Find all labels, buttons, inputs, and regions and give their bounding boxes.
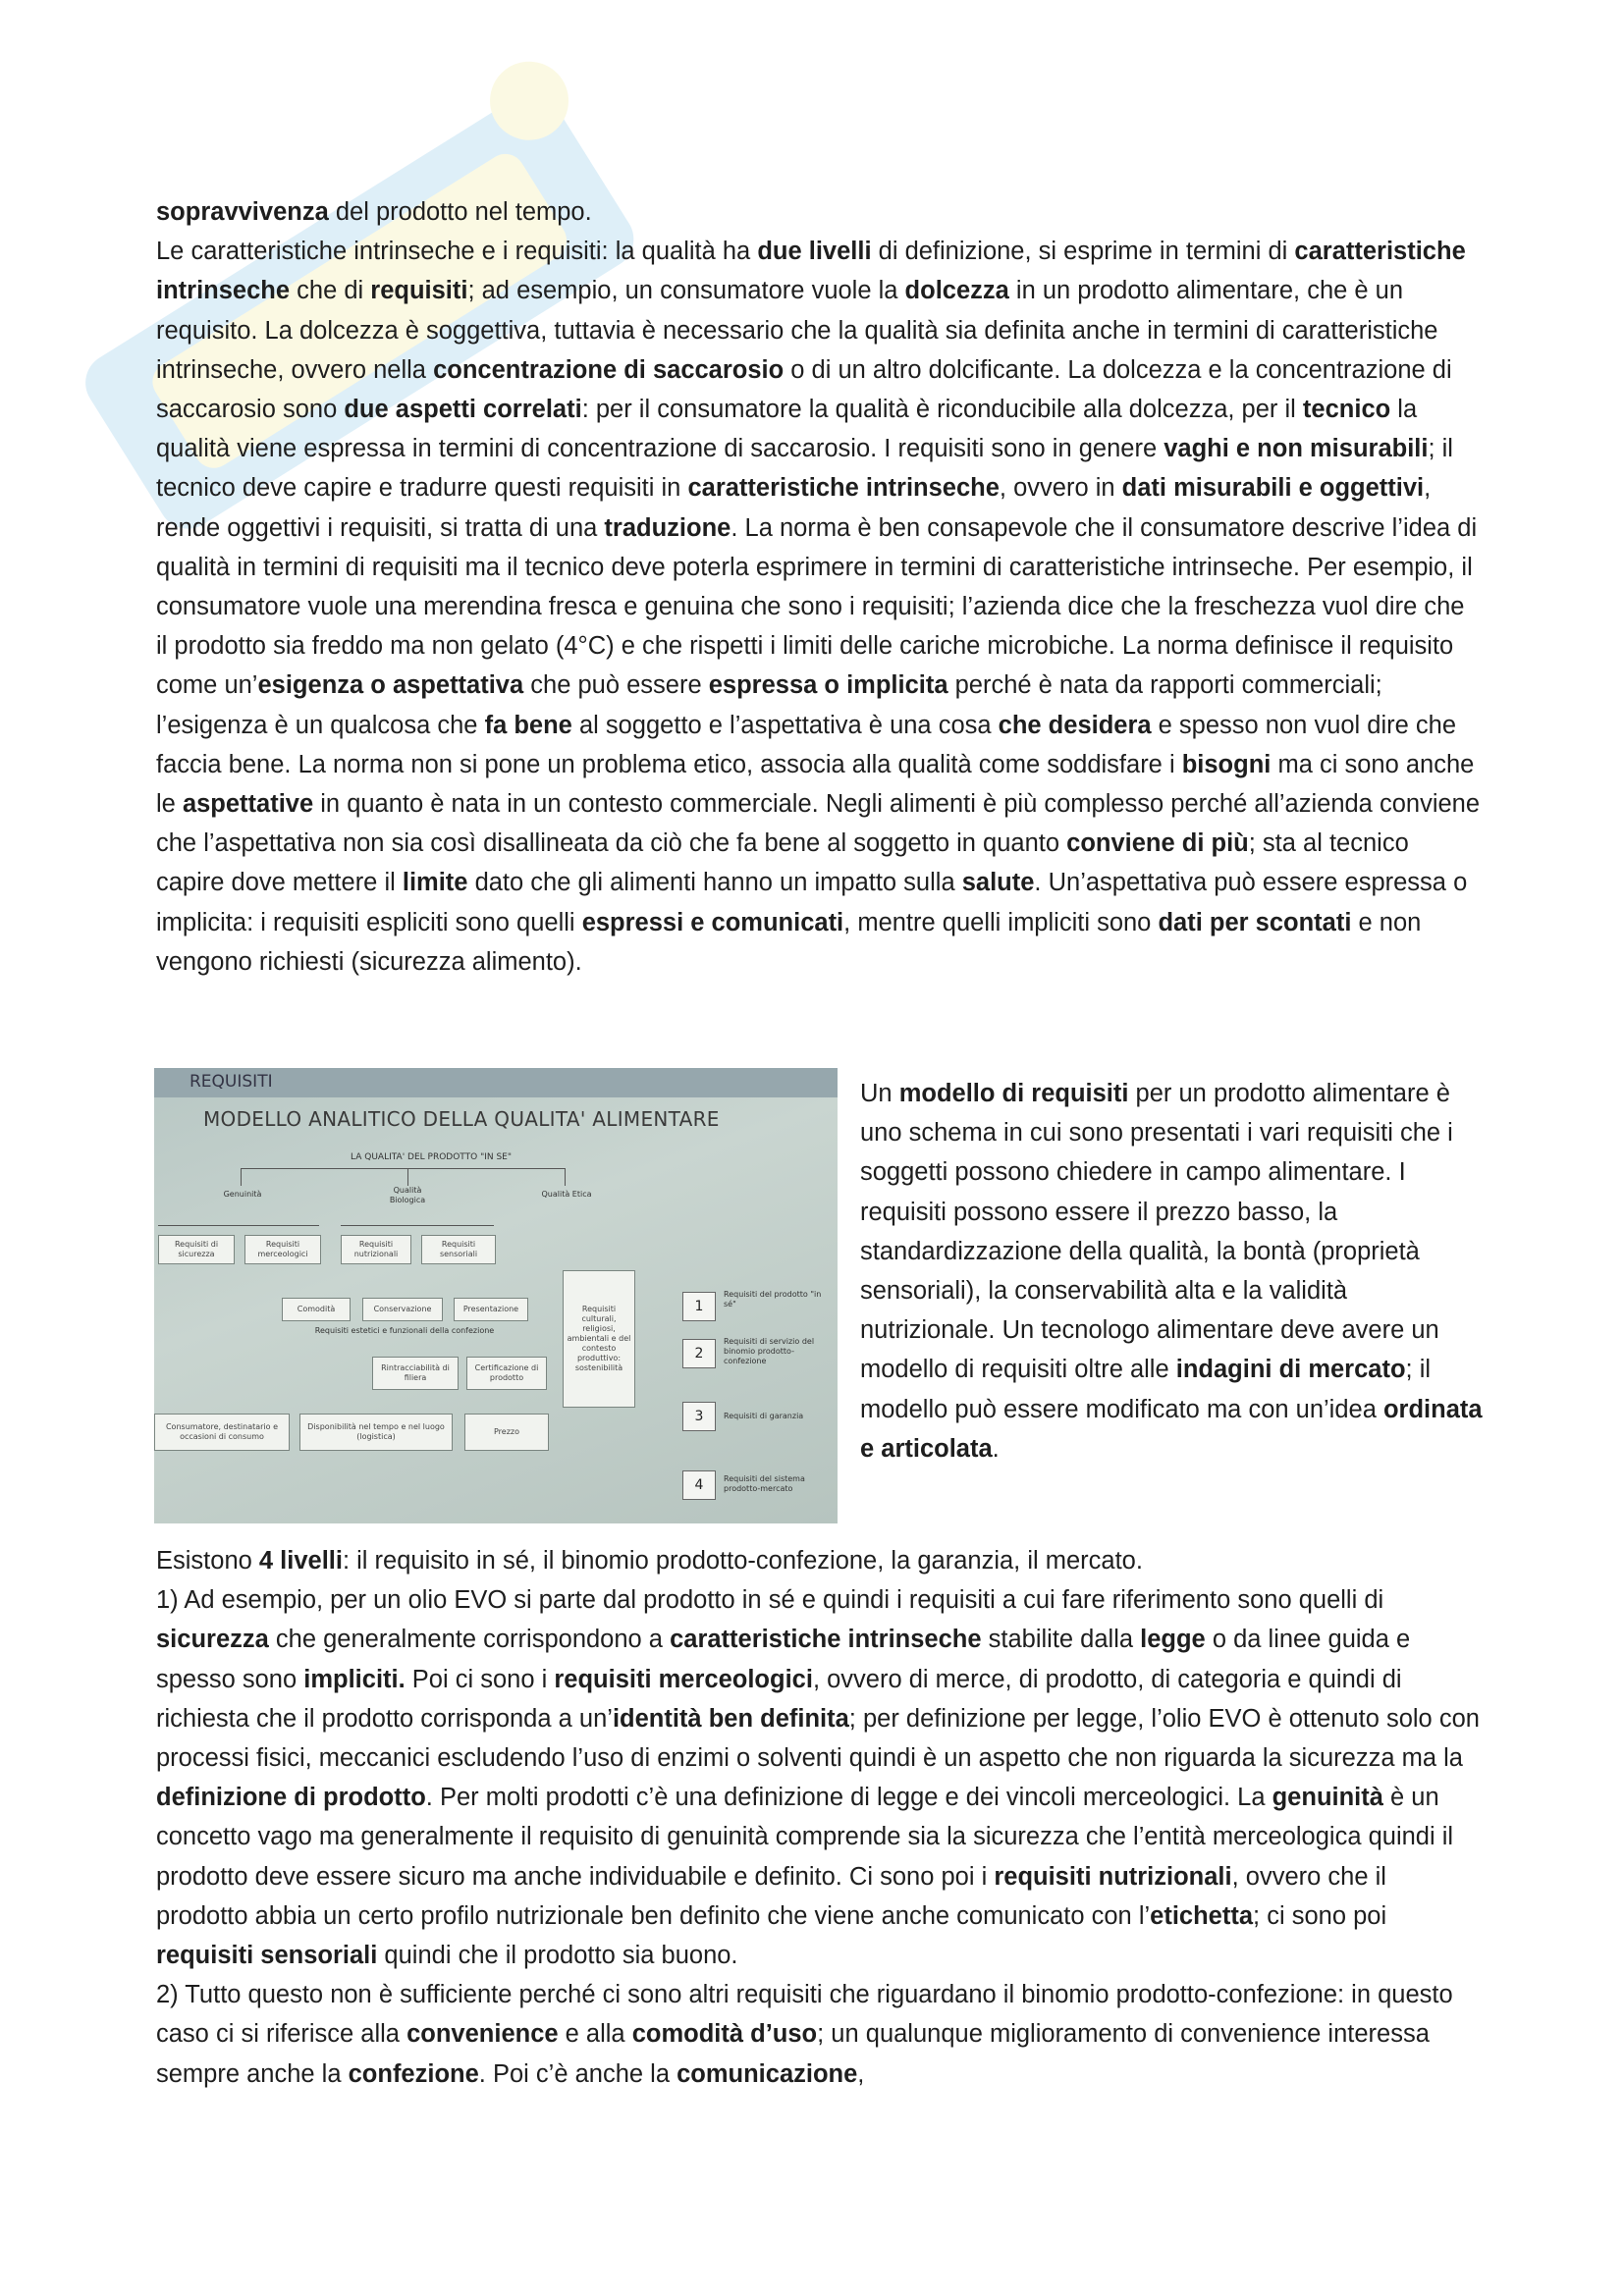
body-text: , ovvero che il prodotto abbia un certo profilo nutrizionale ben definito che viene anche comunicato con l’ (156, 1862, 1386, 1930)
body-text: di definizione, si esprime in termini di (871, 238, 1295, 266)
body-text: e alla (558, 2020, 632, 2049)
body-text: che di (290, 277, 371, 305)
bold-text: requisiti merceologici (554, 1665, 813, 1693)
body-text: la qualità viene espressa in termini di concentrazione di saccarosio. I requisiti sono in genere (156, 396, 1418, 463)
body-text: e spesso non vuol dire che faccia bene. La norma non si pone un problema etico, associa alla qualità come soddisfare i (156, 711, 1457, 778)
paragraph (156, 232, 1482, 982)
level-label: Requisiti del sistema prodotto-mercato (724, 1474, 805, 1493)
text-block-bottom (156, 1541, 1482, 2094)
body-text: che può essere (523, 671, 709, 700)
box-presentazione: Presentazione (454, 1298, 528, 1321)
body-text: ; ad esempio, un consumatore vuole la (467, 277, 905, 305)
body-text: ; ci sono poi (1253, 1901, 1387, 1930)
text-block-top (156, 192, 1482, 982)
level-label: Requisiti di servizio del binomio prodotto-confezione (724, 1337, 815, 1365)
paragraph (156, 1580, 1482, 1975)
body-text: dato che gli alimenti hanno un impatto sulla (467, 869, 962, 897)
body-text: : il requisito in sé, il binomio prodotto-confezione, la garanzia, il mercato. (342, 1547, 1143, 1575)
connector-line (341, 1225, 494, 1226)
bold-text: legge (1140, 1626, 1206, 1654)
paragraph (156, 1975, 1482, 2094)
box-consumatore: Consumatore, destinatario e occasioni di consumo (154, 1414, 290, 1451)
bold-text: esigenza o aspettativa (257, 671, 524, 700)
body-text: Poi ci sono i (405, 1665, 555, 1693)
body-text: ; sta al tecnico capire dove mettere il (156, 829, 1409, 897)
box-certificazione: Certificazione di prodotto (466, 1357, 547, 1390)
bold-text: due livelli (757, 238, 872, 266)
box-disponibilita: Disponibilità nel tempo e nel luogo (logistica) (299, 1414, 453, 1451)
body-text: 1) Ad esempio, per un olio EVO si parte dal prodotto in sé e quindi i requisiti a cui fare riferimento sono quelli di (156, 1586, 1384, 1615)
bold-text: caratteristiche intrinseche (670, 1626, 982, 1654)
level-number-box: 1 (682, 1292, 716, 1321)
bold-text: due aspetti correlati (344, 396, 582, 424)
bold-text: comunicazione (677, 2059, 858, 2088)
bold-text: traduzione (604, 513, 731, 542)
bold-text: requisiti (370, 277, 468, 305)
bold-text: dati misurabili e oggettivi (1121, 474, 1425, 503)
body-text: : per il consumatore la qualità è riconducibile alla dolcezza, per il (581, 396, 1303, 424)
body-text: Un (860, 1080, 899, 1107)
bold-text: ordinata e articolata (860, 1395, 1483, 1463)
level-number-box: 4 (682, 1470, 716, 1500)
bold-text: conviene di più (1066, 829, 1249, 858)
connector-line (565, 1168, 566, 1186)
connector-line (241, 1168, 242, 1186)
box-comodita: Comodità (282, 1298, 351, 1321)
box-requisiti-nutrizionali: Requisiti nutrizionali (341, 1235, 411, 1264)
level-number-box: 3 (682, 1402, 716, 1431)
figure-title: MODELLO ANALITICO DELLA QUALITA' ALIMENTARE (203, 1107, 720, 1131)
bold-text: impliciti. (303, 1665, 406, 1693)
body-text: Esistono (156, 1547, 259, 1575)
body-text: Le caratteristiche intrinseche e i requisiti: la qualità ha (156, 238, 758, 266)
bold-text: aspettative (182, 790, 314, 819)
body-text: . Un’aspettativa può essere espressa o implicita: i requisiti espliciti sono quelli (156, 869, 1468, 936)
bold-text: convenience (406, 2020, 559, 2049)
body-text: . Poi c’è anche la (478, 2059, 677, 2088)
body-text: ; il tecnico deve capire e tradurre questi requisiti in (156, 435, 1453, 503)
bold-text: sopravvivenza (156, 198, 329, 226)
body-text: al soggetto e l’aspettativa è una cosa (571, 711, 999, 739)
bold-text: etichetta (1150, 1901, 1254, 1930)
body-text: del prodotto nel tempo. (328, 198, 592, 226)
label-qualita-biologica: Qualità Biologica (389, 1186, 426, 1204)
bold-text: che desidera (998, 711, 1152, 739)
box-requisiti-sicurezza: Requisiti di sicurezza (158, 1235, 235, 1264)
box-requisiti-sensoriali: Requisiti sensoriali (421, 1235, 496, 1264)
box-requisiti-merceologici: Requisiti merceologici (244, 1235, 321, 1264)
body-text: in quanto è nata in un contesto commerciale. Negli alimenti è più complesso perché all’azienda conviene che l’aspettativa non sia così disallineata da ciò che fa bene al soggetto in quanto (156, 790, 1481, 858)
body-text: ma ci sono anche le (156, 750, 1475, 819)
body-text: , ovvero di merce, di prodotto, di categoria e quindi di richiesta che il prodotto corrisponda a un’ (156, 1665, 1402, 1733)
body-text: e non vengono richiesti (sicurezza alimento). (156, 908, 1422, 976)
text-block-side (860, 1074, 1489, 1468)
bold-text: 4 livelli (258, 1547, 343, 1575)
paragraph (156, 192, 1482, 232)
caption-confezione: Requisiti estetici e funzionali della confezione (314, 1326, 495, 1335)
box-conservazione: Conservazione (362, 1298, 443, 1321)
body-text: in un prodotto alimentare, che è un requisito. La dolcezza è soggettiva, tuttavia è necessario che la qualità sia definita anche in termini di caratteristiche intrinseche, ovvero nella (156, 277, 1438, 384)
bold-text: limite (402, 869, 468, 897)
body-text: ; il modello può essere modificato ma con un’idea (860, 1356, 1432, 1423)
bold-text: indagini di mercato (1175, 1356, 1406, 1384)
bold-text: modello di requisiti (898, 1080, 1129, 1107)
bold-text: espressi e comunicati (581, 908, 844, 936)
box-requisiti-etici: Requisiti culturali, religiosi, ambientali e del contesto produttivo: sostenibilità (563, 1270, 635, 1408)
level-label: Requisiti di garanzia (724, 1412, 804, 1420)
body-text: , mentre quelli impliciti sono (843, 908, 1159, 936)
body-text: , rende oggettivi i requisiti, si tratta di una (156, 474, 1432, 542)
body-text: . Per molti prodotti c’è una definizione di legge e dei vincoli merceologici. La (425, 1784, 1272, 1812)
body-text: 2) Tutto questo non è sufficiente perché ci sono altri requisiti che riguardano il binomio prodotto-confezione: in questo caso ci si riferisce alla (156, 1981, 1453, 2049)
level-number-box: 2 (682, 1339, 716, 1368)
bold-text: definizione di prodotto (156, 1784, 426, 1812)
bold-text: genuinità (1272, 1784, 1383, 1812)
bold-text: dati per scontati (1158, 908, 1352, 936)
box-rintracciabilita: Rintracciabilità di filiera (372, 1357, 459, 1390)
bold-text: comodità d’uso (631, 2020, 818, 2049)
bold-text: caratteristiche intrinseche (687, 474, 1000, 503)
connector-line (158, 1225, 319, 1226)
bold-text: confezione (348, 2059, 479, 2088)
label-qualita-etica: Qualità Etica (541, 1190, 592, 1199)
body-text: che generalmente corrispondono a (268, 1626, 671, 1654)
bold-text: dolcezza (904, 277, 1009, 305)
body-text: quindi che il prodotto sia buono. (377, 1942, 738, 1970)
bold-text: espressa o implicita (708, 671, 948, 700)
bold-text: tecnico (1302, 396, 1391, 424)
level-label: Requisiti del prodotto "in sé" (724, 1290, 822, 1308)
label-genuinita: Genuinità (223, 1190, 262, 1199)
body-text: . (992, 1434, 1000, 1463)
requirements-model-figure (154, 1068, 838, 1523)
body-text: stabilite dalla (981, 1626, 1141, 1654)
bold-text: fa bene (484, 711, 572, 739)
body-text: o di un altro dolcificante. La dolcezza e la concentrazione di saccarosio sono (156, 355, 1452, 424)
bold-text: sicurezza (156, 1626, 269, 1654)
box-prezzo: Prezzo (464, 1414, 549, 1451)
body-text: , ovvero in (999, 474, 1122, 503)
body-text: . La norma è ben consapevole che il consumatore descrive l’idea di qualità in termini di requisiti ma il tecnico deve poterla esprimere in termini di caratteristiche intrinseche. Per esempio, il consumatore vuole una merendina fresca e genuina che sono i requisiti; l’azienda dice che la freschezza vuol dire che il prodotto sia freddo ma non gelato (4°C) e che rispetti i limiti delle cariche microbiche. La norma definisce il requisito come un’ (156, 513, 1478, 700)
bold-text: caratteristiche intrinseche (156, 238, 1466, 305)
figure-subtitle: LA QUALITA' DEL PRODOTTO "IN SE" (351, 1152, 513, 1162)
paragraph (156, 1541, 1482, 1580)
bold-text: vaghi e non misurabili (1164, 435, 1429, 463)
body-text: ; per definizione per legge, l’olio EVO è ottenuto solo con processi fisici, meccanici escludendo l’uso di enzimi o solventi quindi è un aspetto che non riguarda la sicurezza ma la (156, 1704, 1480, 1773)
bold-text: requisiti nutrizionali (994, 1862, 1232, 1891)
body-text: perché è nata da rapporti commerciali; l’esigenza è un qualcosa che (156, 671, 1382, 739)
body-text: , (857, 2059, 865, 2088)
bold-text: salute (961, 869, 1035, 897)
paragraph (860, 1074, 1489, 1468)
body-text: o da linee guida e spesso sono (156, 1626, 1411, 1693)
figure-tag: REQUISITI (189, 1072, 273, 1092)
connector-line (407, 1168, 408, 1186)
bold-text: concentrazione di saccarosio (433, 355, 785, 384)
connector-line (241, 1168, 565, 1169)
body-text: è un concetto vago ma generalmente il requisito di genuinità comprende sia la sicurezza che l’entità merceologica quindi il prodotto deve essere sicuro ma anche individuabile e definito. Ci sono poi i (156, 1784, 1454, 1891)
body-text: ; un qualunque miglioramento di convenience interessa sempre anche la (156, 2020, 1430, 2088)
bold-text: identità ben definita (612, 1704, 849, 1733)
body-text: per un prodotto alimentare è uno schema in cui sono presentati i vari requisiti che i soggetti possono chiedere in campo alimentare. I requisiti possono essere il prezzo basso, la standardizzazione della qualità, la bontà (proprietà sensoriali), la conservabilità alta e la validità nutrizionale. Un tecnologo alimentare deve avere un modello di requisiti oltre alle (860, 1080, 1453, 1384)
bold-text: bisogni (1181, 750, 1272, 778)
bold-text: requisiti sensoriali (156, 1942, 378, 1970)
